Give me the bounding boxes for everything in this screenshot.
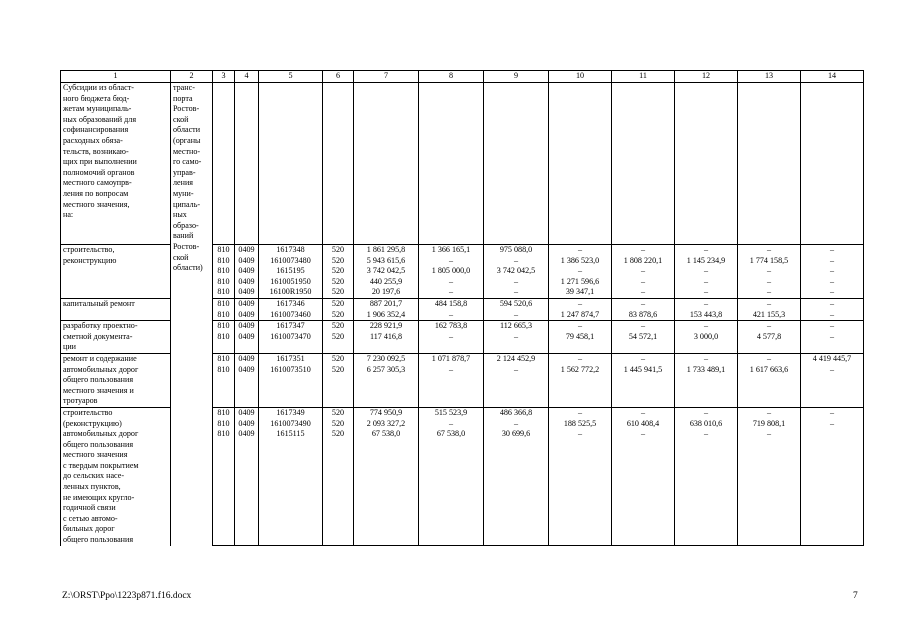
data-cell: 0409 (235, 298, 259, 309)
column-number: 13 (738, 71, 801, 83)
data-cell: – (484, 365, 549, 408)
data-cell: – (675, 407, 738, 418)
data-cell: 486 366,8 (484, 407, 549, 418)
data-cell: 67 538,0 (419, 429, 484, 546)
data-cell: 1617347 (259, 321, 323, 332)
text-line: щих при выполнении (63, 157, 137, 167)
data-cell: 719 808,1 (738, 419, 801, 430)
data-cell: 520 (323, 245, 354, 256)
row-label (61, 83, 171, 245)
data-cell: – (612, 266, 675, 277)
file-path: Z:\ORST\Ppo\1223p871.f16.docx (62, 591, 192, 601)
data-cell: 79 458,1 (549, 332, 612, 354)
data-cell: – (738, 321, 801, 332)
text-line: сметной документа- (63, 331, 133, 341)
column-number: 9 (484, 71, 549, 83)
data-cell: 0409 (235, 256, 259, 267)
data-cell: 520 (323, 266, 354, 277)
data-cell: – (549, 266, 612, 277)
data-cell: 3 742 042,5 (484, 266, 549, 277)
text-line: тельств, возникаю- (63, 146, 129, 156)
data-cell: – (612, 277, 675, 288)
text-line: на: (63, 210, 74, 220)
data-cell: 520 (323, 353, 354, 364)
data-cell: 810 (213, 429, 235, 546)
data-cell: 594 520,6 (484, 298, 549, 309)
text-line: образо- (173, 220, 199, 230)
data-cell: 520 (323, 429, 354, 546)
administrator-cell (171, 83, 213, 546)
data-cell: – (675, 321, 738, 332)
data-cell: 0409 (235, 245, 259, 256)
row-label (61, 245, 171, 299)
data-cell: 2 093 327,2 (354, 419, 419, 430)
data-cell: 1 861 295,8 (354, 245, 419, 256)
data-cell: – (801, 266, 864, 277)
data-cell: 162 783,8 (419, 321, 484, 332)
data-cell: 1 805 000,0 (419, 266, 484, 277)
data-cell: – (801, 332, 864, 354)
data-cell: 1 733 489,1 (675, 365, 738, 408)
column-number-row (61, 71, 864, 83)
data-cell: – (484, 419, 549, 430)
data-cell: 228 921,9 (354, 321, 419, 332)
data-cell: – (612, 287, 675, 298)
text-line: Ростов- (173, 104, 200, 114)
text-line: (органы (173, 135, 201, 145)
text-line: местного значения (63, 450, 128, 460)
data-cell: – (484, 332, 549, 354)
text-line: ципаль- (173, 199, 201, 209)
column-number: 3 (213, 71, 235, 83)
page-number: 7 (853, 591, 858, 601)
data-cell: 0409 (235, 407, 259, 418)
text-line: до сельских насе- (63, 471, 125, 481)
data-cell: – (612, 245, 675, 256)
data-cell: 0409 (235, 365, 259, 408)
data-cell: – (801, 321, 864, 332)
data-cell: – (801, 310, 864, 321)
text-line: ных (173, 210, 187, 220)
data-cell (801, 429, 864, 546)
data-cell: 1 808 220,1 (612, 256, 675, 267)
text-line: годичной связи (63, 503, 116, 513)
row-label (61, 298, 171, 320)
data-cell: 520 (323, 310, 354, 321)
column-number: 8 (419, 71, 484, 83)
data-cell: 810 (213, 353, 235, 364)
data-cell: 520 (323, 419, 354, 430)
data-cell: – (801, 419, 864, 430)
data-cell: 810 (213, 321, 235, 332)
data-cell: 112 665,3 (484, 321, 549, 332)
data-cell: 421 155,3 (738, 310, 801, 321)
data-cell: 520 (323, 277, 354, 288)
text-line: не имеющих кругло- (63, 492, 135, 502)
data-cell: 810 (213, 287, 235, 298)
data-cell: 520 (323, 332, 354, 354)
data-cell: – (612, 429, 675, 546)
data-cell: 515 523,9 (419, 407, 484, 418)
data-cell: 153 443,8 (675, 310, 738, 321)
empty-cell (419, 83, 484, 245)
data-cell: – (484, 277, 549, 288)
empty-cell (354, 83, 419, 245)
data-cell: – (419, 419, 484, 430)
empty-cell (801, 83, 864, 245)
text-line: ления (173, 178, 194, 188)
data-cell: 0409 (235, 287, 259, 298)
text-line: области) (173, 263, 203, 273)
text-line: полномочий органов (63, 167, 135, 177)
text-line: транс- (173, 83, 195, 92)
data-cell: 83 878,6 (612, 310, 675, 321)
text-line: автомобильных дорог (63, 364, 139, 374)
data-cell: – (612, 407, 675, 418)
data-cell: 810 (213, 407, 235, 418)
data-cell: 810 (213, 298, 235, 309)
data-cell: 0409 (235, 419, 259, 430)
data-cell: – (801, 256, 864, 267)
data-cell: – (484, 310, 549, 321)
data-cell: – (549, 298, 612, 309)
data-cell: 0409 (235, 266, 259, 277)
row-label (61, 321, 171, 354)
data-cell: – (738, 298, 801, 309)
data-cell: 3 742 042,5 (354, 266, 419, 277)
empty-cell (675, 83, 738, 245)
text-line: ской (173, 252, 189, 262)
data-cell: 520 (323, 407, 354, 418)
data-cell: 484 158,8 (419, 298, 484, 309)
data-cell: 0409 (235, 321, 259, 332)
data-cell: 4 577,8 (738, 332, 801, 354)
data-cell: – (675, 266, 738, 277)
data-cell: – (801, 287, 864, 298)
data-cell: 1610073460 (259, 310, 323, 321)
data-cell: – (612, 298, 675, 309)
data-cell: 6 257 305,3 (354, 365, 419, 408)
row-label (61, 353, 171, 407)
data-cell: – (675, 277, 738, 288)
data-cell: 0409 (235, 277, 259, 288)
text-line: го само- (173, 157, 202, 167)
data-cell: 887 201,7 (354, 298, 419, 309)
data-cell: 1 774 158,5 (738, 256, 801, 267)
text-line: местного самоупрв- (63, 178, 132, 188)
data-cell: – (675, 287, 738, 298)
empty-cell (235, 83, 259, 245)
text-line: Субсидии из област- (63, 83, 134, 92)
data-cell: 5 943 615,6 (354, 256, 419, 267)
data-cell: – (419, 310, 484, 321)
data-cell: 1615115 (259, 429, 323, 546)
data-cell: 810 (213, 332, 235, 354)
data-cell: – (675, 429, 738, 546)
text-line: местного значения, (63, 199, 130, 209)
data-cell: 54 572,1 (612, 332, 675, 354)
text-line: общего пользования (63, 439, 134, 449)
data-cell: 1617351 (259, 353, 323, 364)
empty-cell (259, 83, 323, 245)
data-cell: 810 (213, 256, 235, 267)
data-cell: – (675, 298, 738, 309)
data-cell: 1610051950 (259, 277, 323, 288)
data-cell: 7 230 092,5 (354, 353, 419, 364)
data-cell: 0409 (235, 353, 259, 364)
data-cell: 638 010,6 (675, 419, 738, 430)
text-line: ваний (173, 231, 194, 241)
text-line: с сетью автомо- (63, 513, 118, 523)
data-cell: 810 (213, 365, 235, 408)
data-cell: – (549, 429, 612, 546)
data-cell: – (738, 277, 801, 288)
text-line: реконструкцию (63, 255, 117, 265)
data-cell: 1 906 352,4 (354, 310, 419, 321)
empty-cell (549, 83, 612, 245)
data-cell: 1617346 (259, 298, 323, 309)
column-number: 10 (549, 71, 612, 83)
data-cell: 1 366 165,1 (419, 245, 484, 256)
data-cell: 520 (323, 287, 354, 298)
text-line: ных образований для (63, 114, 137, 124)
data-cell: – (549, 245, 612, 256)
table-row (61, 83, 864, 245)
data-cell: 67 538,0 (354, 429, 419, 546)
text-line: тротуаров (63, 396, 98, 406)
empty-cell (484, 83, 549, 245)
data-cell: 188 525,5 (549, 419, 612, 430)
data-cell: 1 271 596,6 (549, 277, 612, 288)
column-number: 4 (235, 71, 259, 83)
data-cell: 810 (213, 245, 235, 256)
text-line: местно- (173, 146, 201, 156)
data-cell: 1 445 941,5 (612, 365, 675, 408)
data-cell: – (612, 321, 675, 332)
data-cell: 1610073470 (259, 332, 323, 354)
data-cell: 810 (213, 277, 235, 288)
data-cell: 1 562 772,2 (549, 365, 612, 408)
data-cell: 1615195 (259, 266, 323, 277)
data-cell: – (801, 365, 864, 408)
data-cell: – (612, 353, 675, 364)
text-line: ленных пунктов, (63, 482, 121, 492)
text-line: муни- (173, 188, 194, 198)
data-cell: 1 617 663,6 (738, 365, 801, 408)
text-line: софинансирования (63, 125, 129, 135)
column-number: 14 (801, 71, 864, 83)
column-number: 6 (323, 71, 354, 83)
text-line: порта (173, 93, 193, 103)
empty-cell (323, 83, 354, 245)
text-line: (реконструкцию) (63, 418, 122, 428)
text-line: общего пользования (63, 375, 134, 385)
text-line: расходных обяза- (63, 135, 123, 145)
data-cell: 1610073490 (259, 419, 323, 430)
data-cell: 1610073480 (259, 256, 323, 267)
data-cell: 30 699,6 (484, 429, 549, 546)
data-cell: – (549, 321, 612, 332)
column-number: 1 (61, 71, 171, 83)
data-cell: 117 416,8 (354, 332, 419, 354)
data-cell: – (738, 407, 801, 418)
data-cell: 1610073510 (259, 365, 323, 408)
column-number: 11 (612, 71, 675, 83)
row-label (61, 407, 171, 545)
text-line: Ростов- (173, 241, 200, 251)
text-line: строительство (63, 407, 113, 417)
data-cell: – (738, 266, 801, 277)
data-cell: – (738, 429, 801, 546)
data-cell: – (738, 287, 801, 298)
data-cell: 1 145 234,9 (675, 256, 738, 267)
data-cell: 520 (323, 256, 354, 267)
table-body (61, 83, 864, 546)
text-line: с твердым покрытием (63, 460, 139, 470)
data-cell: 520 (323, 321, 354, 332)
text-line: бильных дорог (63, 524, 115, 534)
data-cell: – (675, 353, 738, 364)
text-line: автомобильных дорог (63, 429, 139, 439)
data-cell: – (419, 287, 484, 298)
data-cell: – (419, 256, 484, 267)
data-cell: 810 (213, 419, 235, 430)
data-cell: 1 386 523,0 (549, 256, 612, 267)
column-number: 2 (171, 71, 213, 83)
data-cell: – (675, 245, 738, 256)
text-line: ного бюджета бюд- (63, 93, 130, 103)
column-number: 7 (354, 71, 419, 83)
text-line: ления по вопросам (63, 188, 129, 198)
empty-cell (213, 83, 235, 245)
data-cell: – (738, 245, 801, 256)
data-cell: – (738, 353, 801, 364)
data-cell: – (484, 287, 549, 298)
data-cell: 1617348 (259, 245, 323, 256)
data-cell: 39 347,1 (549, 287, 612, 298)
text-line: строительство, (63, 245, 115, 254)
data-cell: 0409 (235, 429, 259, 546)
data-cell: 1 247 874,7 (549, 310, 612, 321)
data-cell: 975 088,0 (484, 245, 549, 256)
data-cell: 20 197,6 (354, 287, 419, 298)
data-cell: – (419, 332, 484, 354)
text-line: ской (173, 114, 189, 124)
text-line: жетам муниципаль- (63, 104, 132, 114)
data-cell: 610 408,4 (612, 419, 675, 430)
text-line: области (173, 125, 201, 135)
data-cell: 3 000,0 (675, 332, 738, 354)
data-cell: 0409 (235, 310, 259, 321)
data-cell: 520 (323, 298, 354, 309)
text-line: местного значения и (63, 385, 134, 395)
data-cell: 440 255,9 (354, 277, 419, 288)
text-line: управ- (173, 167, 196, 177)
data-cell: – (801, 298, 864, 309)
empty-cell (738, 83, 801, 245)
data-cell: – (801, 245, 864, 256)
data-cell: – (419, 277, 484, 288)
data-cell: – (549, 353, 612, 364)
data-cell: 2 124 452,9 (484, 353, 549, 364)
data-cell: 0409 (235, 332, 259, 354)
data-cell: 520 (323, 365, 354, 408)
data-cell: – (484, 256, 549, 267)
budget-table (60, 70, 864, 546)
text-line: капитальный ремонт (63, 298, 135, 308)
empty-cell (612, 83, 675, 245)
data-cell: 774 950,9 (354, 407, 419, 418)
data-cell: – (419, 365, 484, 408)
data-cell: 4 419 445,7 (801, 353, 864, 364)
data-cell: 1 071 878,7 (419, 353, 484, 364)
data-cell: – (801, 407, 864, 418)
text-line: ремонт и содержание (63, 353, 137, 363)
text-line: ции (63, 342, 76, 352)
data-cell: 810 (213, 266, 235, 277)
text-line: разработку проектно- (63, 321, 138, 331)
data-cell: 810 (213, 310, 235, 321)
data-cell: 16100R1950 (259, 287, 323, 298)
column-number: 12 (675, 71, 738, 83)
data-cell: 1617349 (259, 407, 323, 418)
data-cell: – (549, 407, 612, 418)
data-cell: – (801, 277, 864, 288)
text-line: общего пользования (63, 535, 134, 545)
column-number: 5 (259, 71, 323, 83)
